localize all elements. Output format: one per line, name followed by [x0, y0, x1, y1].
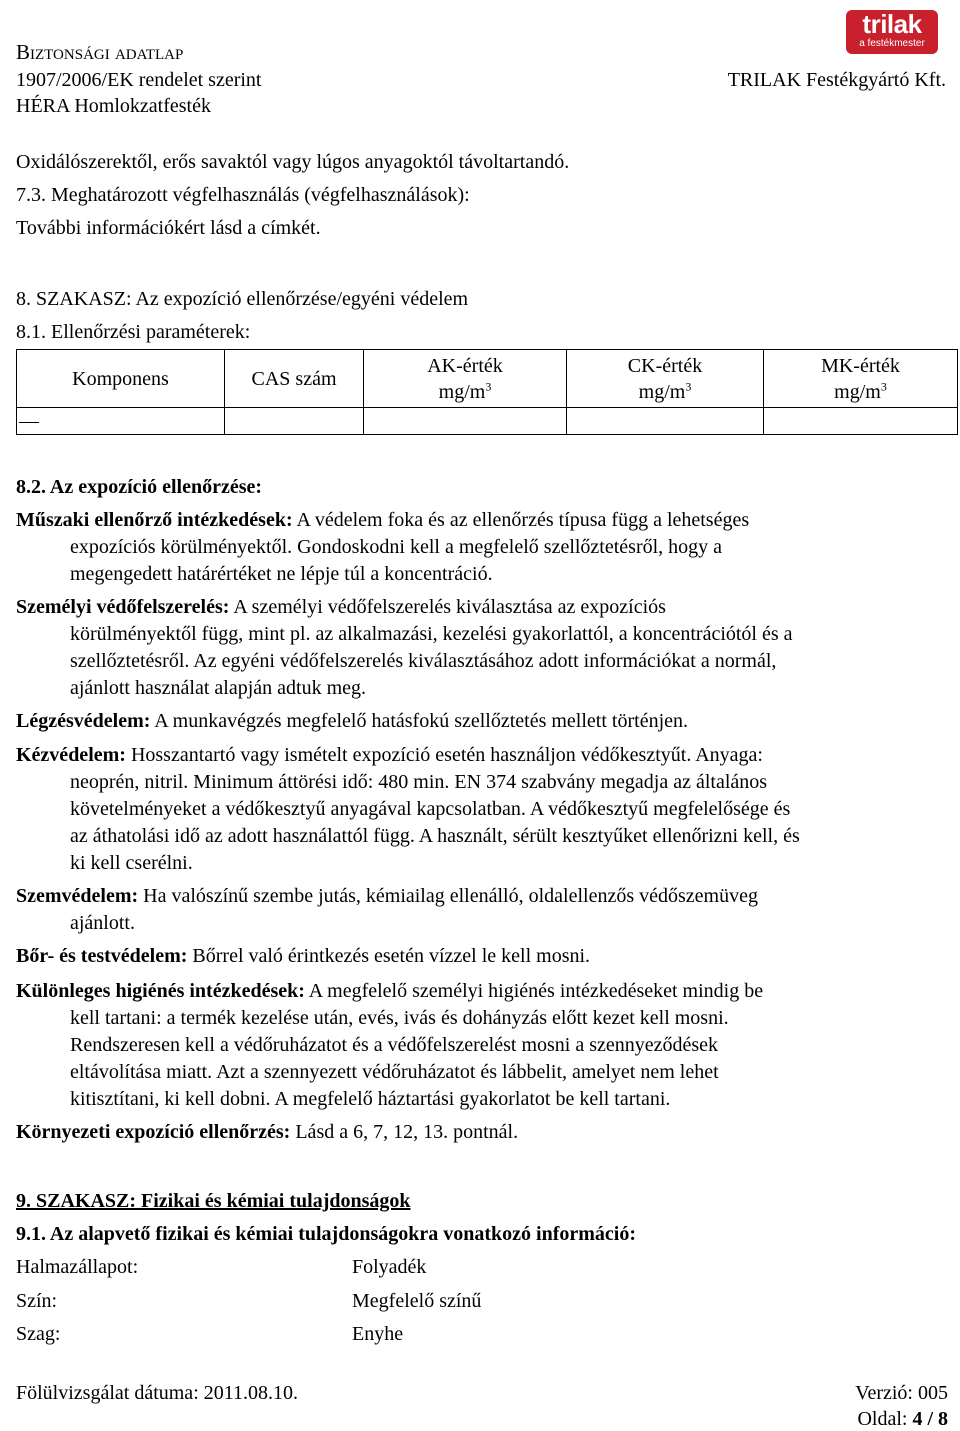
prop-value: Enyhe — [352, 1323, 404, 1345]
environmental-paragraph: Környezeti expozíció ellenőrzés: Lásd a 6, 7, 12, 13. pontnál. — [16, 1121, 519, 1143]
heading-8-2: 8.2. Az expozíció ellenőrzése: — [16, 476, 263, 498]
cell-mk — [764, 408, 958, 435]
prop-label: Szín: — [16, 1290, 58, 1312]
th-mk: MK-érték $mg/m^3$ — [764, 350, 958, 408]
review-date: Fölülvizsgálat dátuma: 2011.08.10. — [16, 1382, 299, 1404]
prop-label: Szag: — [16, 1323, 61, 1345]
text-7-3: További információkért lásd a címkét. — [16, 217, 321, 239]
skin-protection-paragraph: Bőr- és testvédelem: Bőrrel való érintkezés esetén vízzel le kell mosni. — [16, 945, 591, 967]
prop-value: Megfelelő színű — [352, 1290, 482, 1312]
regulation-line: 1907/2006/EK rendelet szerint — [16, 69, 262, 91]
th-component: Komponens — [17, 350, 225, 408]
th-ck: CK-érték $mg/m^3$ — [567, 350, 764, 408]
heading-7-3: 7.3. Meghatározott végfelhasználás (végfelhasználások): — [16, 184, 470, 206]
eye-protection-paragraph: Szemvédelem: Ha valószínű szembe jutás, kémiailag ellenálló, oldalellenzős védőszemüveg ajánlott. — [16, 885, 758, 934]
company-name: TRILAK Festékgyártó Kft. — [727, 69, 946, 91]
doc-title: Biztonsági adatlap — [16, 40, 184, 64]
cell-component: — — [17, 408, 225, 435]
section-8-heading: 8. SZAKASZ: Az expozíció ellenőrzése/egyéni védelem — [16, 288, 469, 310]
prop-label: Halmazállapot: — [16, 1256, 139, 1278]
product-name: HÉRA Homlokzatfesték — [16, 95, 211, 117]
respiratory-paragraph: Légzésvédelem: A munkavégzés megfelelő hatásfokú szellőztetés mellett történjen. — [16, 710, 688, 732]
section-9-heading: 9. SZAKASZ: Fizikai és kémiai tulajdonságok — [16, 1190, 411, 1212]
ppe-paragraph: Személyi védőfelszerelés: A személyi védőfelszerelés kiválasztása az expozíciós körülményektől függ, mint pl. az alkalmazási, kezelési gyakorlattól, a koncentrációtól és a szellőztetésről. Az egyéni védőfelszerelés kiválasztásához adott információkat a normál, ajánlott használat alapján adtuk meg. — [16, 596, 793, 699]
prop-value: Folyadék — [352, 1256, 427, 1278]
th-cas: CAS szám — [225, 350, 364, 408]
trilak-logo: trilak a festékmester — [846, 10, 938, 54]
storage-note: Oxidálószerektől, erős savaktól vagy lúgos anyagoktól távoltartandó. — [16, 151, 570, 173]
heading-9-1: 9.1. Az alapvető fizikai és kémiai tulajdonságokra vonatkozó információ: — [16, 1223, 636, 1245]
cell-ck — [567, 408, 764, 435]
th-ak: AK-érték $mg/m^3$ — [364, 350, 567, 408]
heading-8-1: 8.1. Ellenőrzési paraméterek: — [16, 321, 251, 343]
page-number: Oldal: 4 / 8 — [857, 1408, 948, 1430]
cell-ak — [364, 408, 567, 435]
cell-cas — [225, 408, 364, 435]
exposure-limits-table — [16, 349, 958, 435]
table-header-row — [17, 350, 958, 408]
tech-measures-paragraph: Műszaki ellenőrző intézkedések: A védelem foka és az ellenőrzés típusa függ a lehetséges expozíciós körülményektől. Gondoskodni kell a megfelelő szellőztetésről, hogy a megengedett határértéket ne lépje túl a koncentráció. — [16, 509, 750, 585]
version: Verzió: 005 — [855, 1382, 948, 1404]
hand-protection-paragraph: Kézvédelem: Hosszantartó vagy ismételt expozíció esetén használjon védőkesztyűt. Anyaga: neoprén, nitril. Minimum áttörési idő: 480 min. EN 374 szabvány megadja az általános követelményeket a védőkesztyű anyagával kapcsolatban. A védőkesztyű megfelelősége és az áthatolási idő az adott használattól függ. A használt, sérült kesztyűket ellenőrizni kell, és ki kell cserélni. — [16, 744, 800, 874]
hygiene-paragraph: Különleges higiénés intézkedések: A megfelelő személyi higiénés intézkedéseket mindig be kell tartani: a termék kezelése után, evés, ivás és dohányzás előtt kezet kell mosni. Rendszeresen kell a védőruházatot és a védőfelszerelést mosni a szennyeződések eltávolítása miatt. Azt a szennyezett védőruházatot és lábbelit, amelyet nem lehet kitisztítani, ki kell dobni. A megfelelő háztartási gyakorlatot be kell tartani. — [16, 980, 764, 1110]
table-row — [17, 408, 958, 435]
